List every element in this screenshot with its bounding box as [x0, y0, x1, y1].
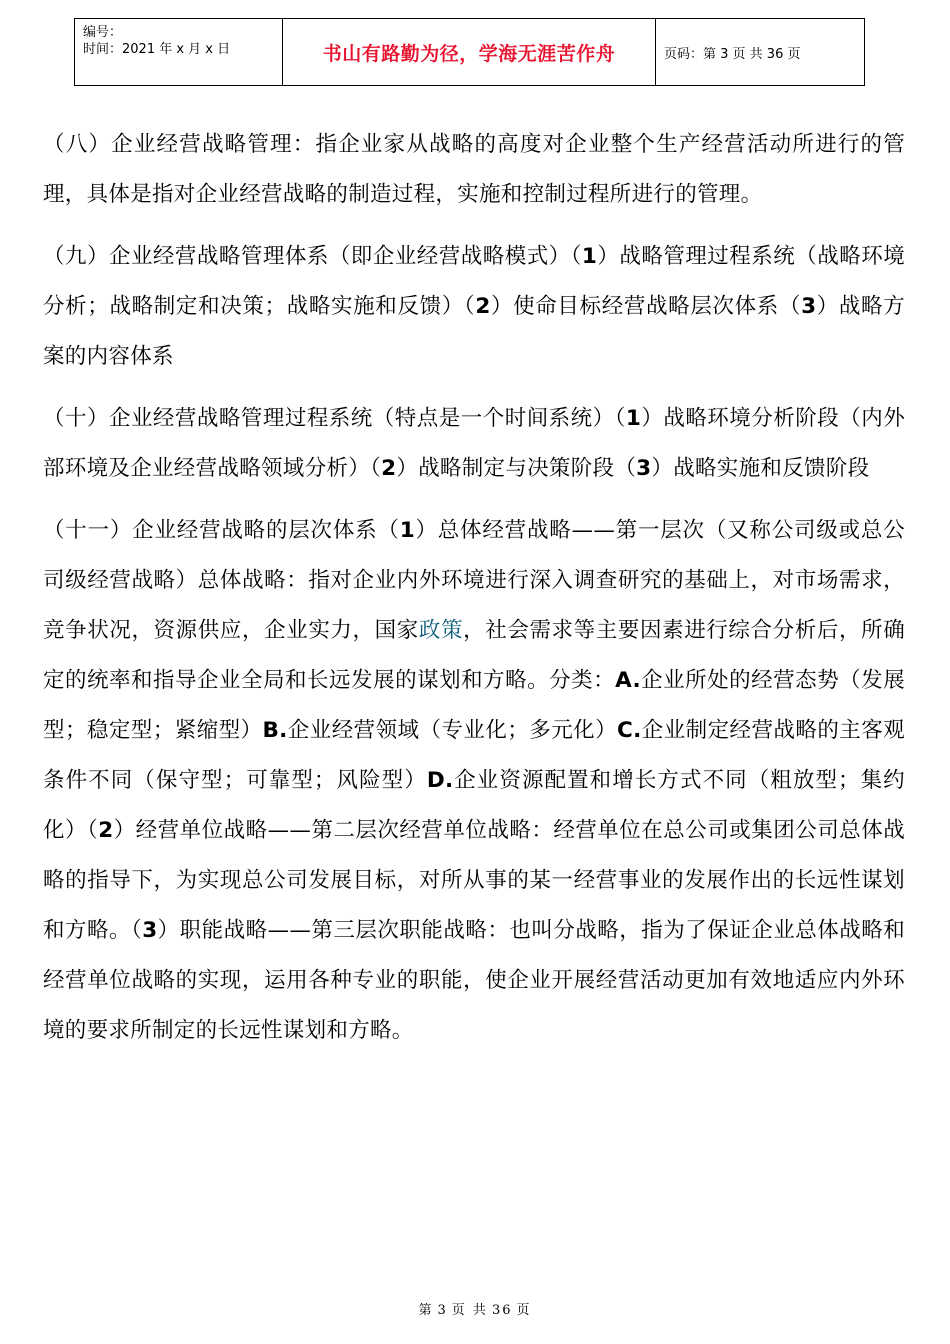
paragraph-11-part-a: （十一）企业经营战略的层次体系（1）总体经营战略——第一层次（又称公司级或总公司级经营战略）总体战略：指对企业内外环境进行深入调查研究的基础上，对市场需求，竞争状况，资源供应，企业实力，国家 [43, 518, 905, 643]
paragraph-11 [43, 506, 905, 1056]
footer-prefix: 第 [418, 1303, 434, 1318]
paragraph-11-part-b: ，社会需求等主要因素进行综合分析后，所确定的统率和指导企业全局和长远发展的谋划和方略。分类：A.企业所处的经营态势（发展型；稳定型；紧缩型）B.企业经营领域（专业化；多元化）C.企业制定经营战略的主客观条件不同（保守型；可靠型；风险型）D.企业资源配置和增长方式不同（粗放型；集约化）（2）经营单位战略——第二层次经营单位战略：经营单位在总公司或集团公司总体战略的指导下，为实现总公司发展目标，对所从事的某一经营事业的发展作出的长远性谋划和方略。（3）职能战略——第三层次职能战略：也叫分战略，指为了保证企业总体战略和经营单位战略的实现，运用各种专业的职能，使企业开展经营活动更加有效地适应内外环境的要求所制定的长远性谋划和方略。 [43, 618, 905, 1043]
document-number-label: 编号： [83, 25, 123, 40]
document-body [43, 120, 905, 1068]
footer-page: 3 [437, 1303, 448, 1318]
page-header [74, 18, 865, 86]
footer-total: 36 [491, 1303, 513, 1318]
footer-suffix: 页 [516, 1303, 532, 1318]
header-page-number: 页码：第 3 页 共 36 页 [664, 46, 801, 62]
footer-mid: 页 共 [451, 1303, 488, 1318]
document-date: 时间：2021 年 x 月 x 日 [83, 42, 231, 57]
policy-link[interactable]: 政策 [418, 618, 464, 643]
page-footer [0, 1299, 950, 1318]
paragraph-10: （十）企业经营战略管理过程系统（特点是一个时间系统）（1）战略环境分析阶段（内外部环境及企业经营战略领域分析）（2）战略制定与决策阶段（3）战略实施和反馈阶段 [43, 406, 905, 481]
paragraph-9: （九）企业经营战略管理体系（即企业经营战略模式）（1）战略管理过程系统（战略环境分析；战略制定和决策；战略实施和反馈）（2）使命目标经营战略层次体系（3）战略方案的内容体系 [43, 244, 905, 369]
paragraph-8: （八）企业经营战略管理：指企业家从战略的高度对企业整个生产经营活动所进行的管理，具体是指对企业经营战略的制造过程，实施和控制过程所进行的管理。 [43, 132, 905, 207]
header-meta [75, 19, 283, 85]
header-motto: 书山有路勤为径，学海无涯苦作舟 [283, 19, 656, 85]
